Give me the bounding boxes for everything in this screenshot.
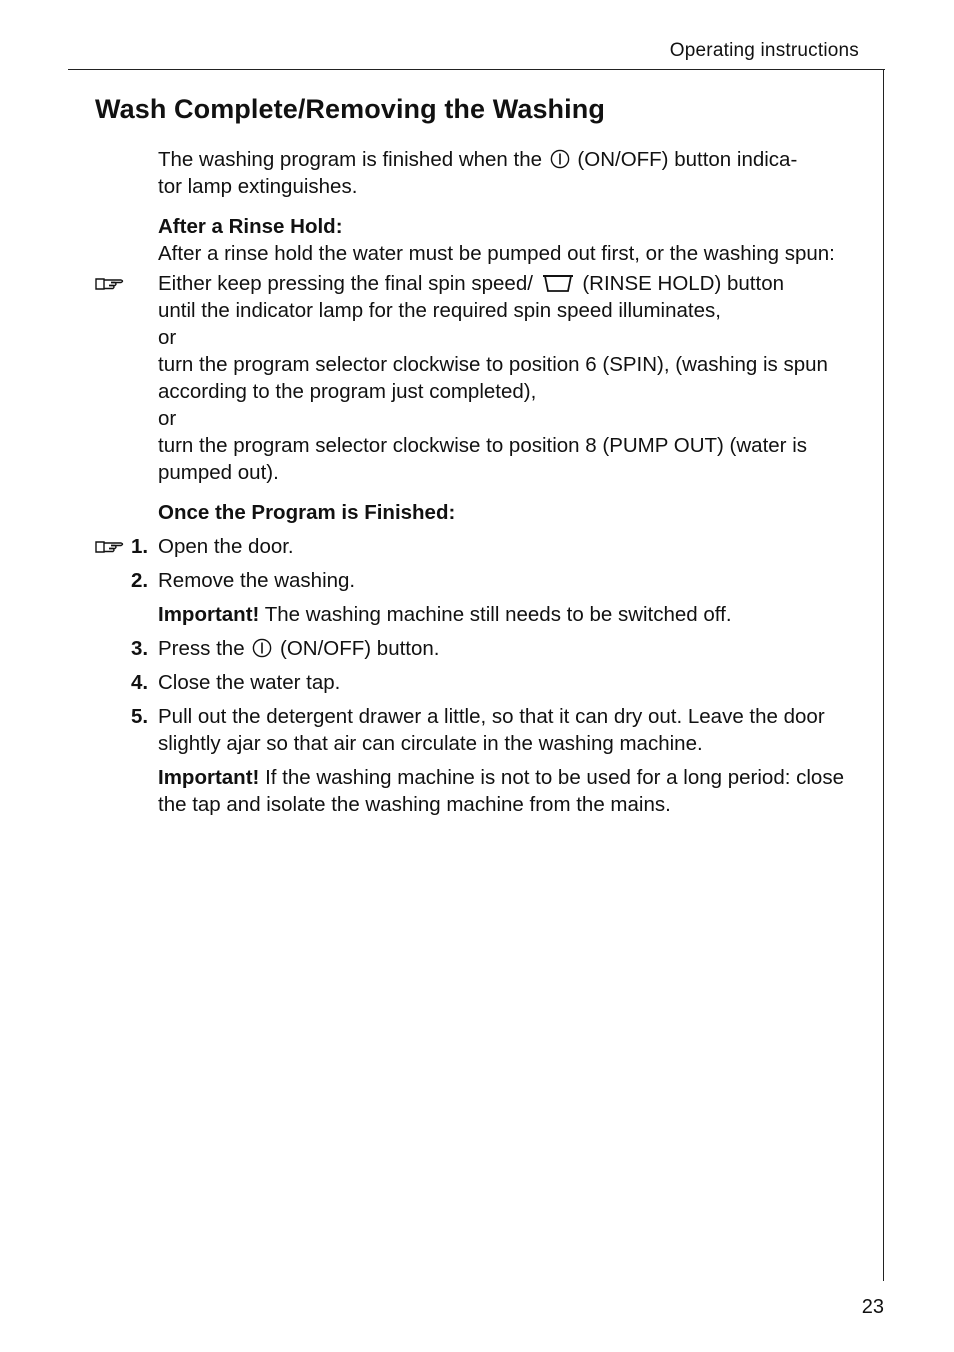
intro-text-line2: tor lamp extinguishes. — [158, 175, 358, 198]
intro-paragraph — [158, 146, 863, 200]
section-header: Operating instructions — [669, 40, 859, 61]
finished-heading: Once the Program is Finished: — [158, 501, 456, 524]
page-number: 23 — [861, 1296, 884, 1318]
or-separator: or — [158, 407, 177, 430]
main-content — [131, 146, 863, 818]
rinse-hold-heading: After a Rinse Hold: — [158, 215, 343, 238]
list-item — [131, 533, 863, 560]
page-title: Wash Complete/Removing the Washing — [95, 94, 605, 124]
on-off-icon — [252, 638, 272, 658]
list-item — [131, 635, 863, 662]
pump-out-option: turn the program selector clockwise to position 8 (PUMP OUT) (water is pumped out). — [158, 434, 808, 484]
step-number: 4. — [131, 671, 149, 694]
rinse-step-line2: until the indicator lamp for the required spin speed illuminates, — [158, 299, 721, 322]
list-item — [131, 669, 863, 696]
rinse-step-text-end: (RINSE HOLD) button — [582, 272, 784, 295]
pointing-hand-icon — [94, 533, 126, 560]
rinse-hold-instruction — [158, 270, 863, 486]
list-item — [131, 703, 863, 757]
rinse-step-text-start: Either keep pressing the final spin speed/ — [158, 272, 533, 295]
important-label: Important! — [158, 603, 260, 626]
step-text-start: Press the — [158, 637, 245, 660]
important-text: If the washing machine is not to be used for a long period: close the tap and isolate the washing machine from the mains. — [158, 766, 844, 816]
or-separator: or — [158, 326, 177, 349]
important-note — [158, 601, 863, 628]
on-off-icon — [550, 149, 570, 169]
rinse-hold-text: After a rinse hold the water must be pumped out first, or the washing spun: — [158, 242, 835, 265]
rinse-hold-icon — [541, 272, 575, 294]
important-note — [158, 764, 863, 818]
important-label: Important! — [158, 766, 260, 789]
step-text: Open the door. — [158, 535, 294, 558]
list-item — [131, 567, 863, 594]
spin-option: turn the program selector clockwise to position 6 (SPIN), (washing is spun according to the program just completed), — [158, 353, 828, 403]
step-text: Pull out the detergent drawer a little, so that it can dry out. Leave the door slightly ajar so that air can circulate in the washing machine. — [158, 705, 825, 755]
step-text-end: (ON/OFF) button. — [280, 637, 440, 660]
margin-rule — [883, 69, 884, 1281]
step-text: Close the water tap. — [158, 671, 341, 694]
step-number: 1. — [131, 535, 149, 558]
intro-text-end: (ON/OFF) button indica- — [577, 148, 798, 171]
step-number: 5. — [131, 705, 149, 728]
intro-text-start: The washing program is finished when the — [158, 148, 543, 171]
step-text: Remove the washing. — [158, 569, 356, 592]
pointing-hand-icon — [94, 270, 126, 297]
step-number: 2. — [131, 569, 149, 592]
step-number: 3. — [131, 637, 149, 660]
important-text: The washing machine still needs to be switched off. — [264, 603, 732, 626]
header-rule — [68, 69, 885, 70]
